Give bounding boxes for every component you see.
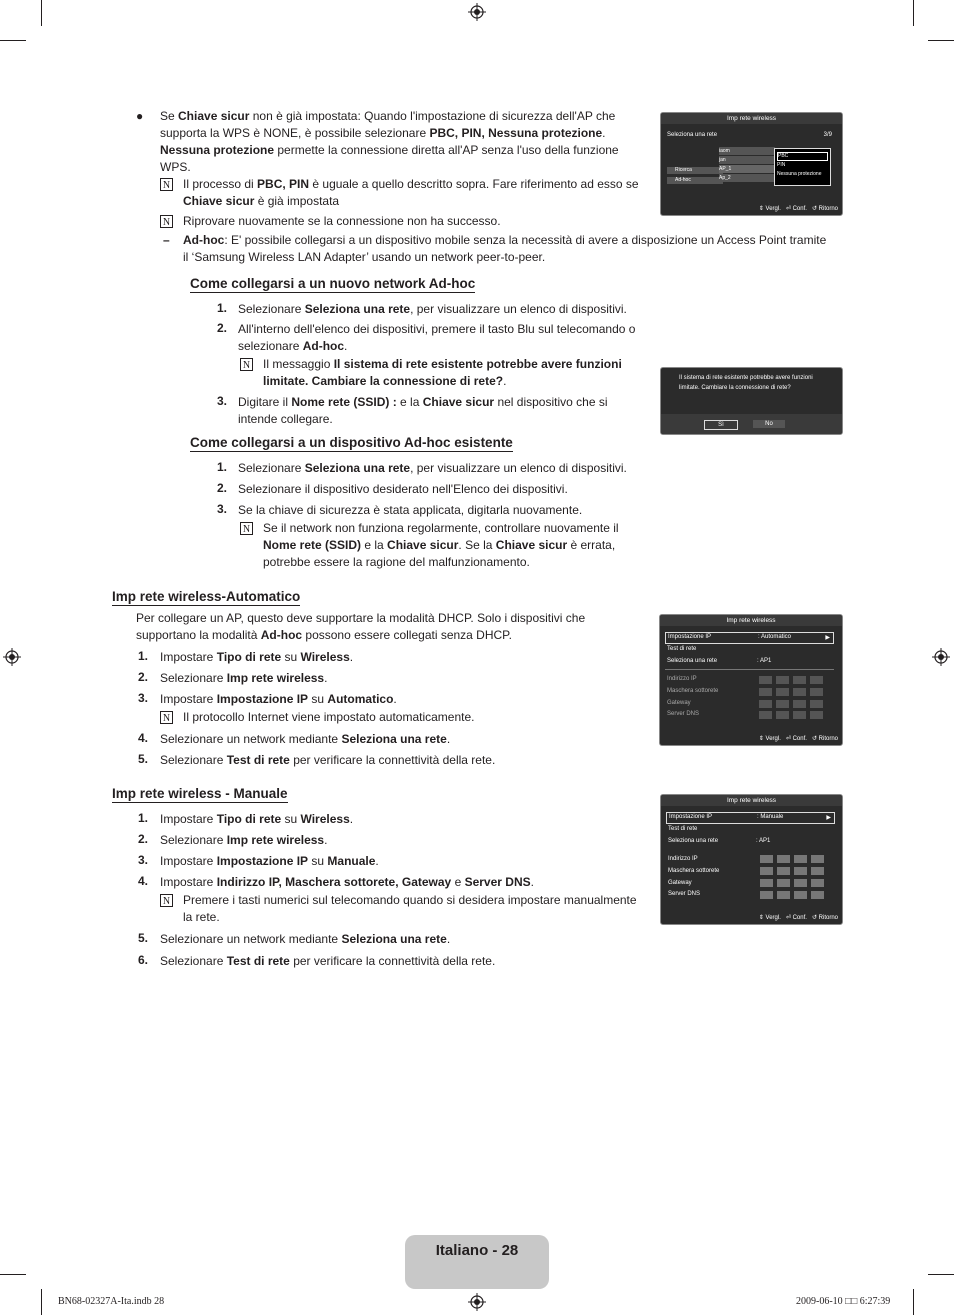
popup-option-pbc[interactable]: PBC <box>777 152 828 161</box>
no-button[interactable]: No <box>753 420 785 428</box>
select-network-value: : AP1 <box>756 838 771 844</box>
step-text: Digitare il Nome rete (SSID) : e la Chiave sicur nel dispositivo che si intende collegare. <box>238 395 608 426</box>
step-number: 4. <box>138 731 149 745</box>
screen-footer: ⇕ Vergl. ⏎ Conf. ↺ Ritorno <box>758 206 838 212</box>
network-item[interactable]: AP_1 <box>719 165 775 173</box>
bullet-paragraph: Se Chiave sicur non è già impostata: Quando l'impostazione di sicurezza dell'AP che supporta la WPS è NONE, è possibile selezionare PBC, PIN, Nessuna protezione. Nessuna protezione permette la connessione diretta all'AP senza l'uso della funzione WPS. <box>160 109 619 174</box>
svg-text:N: N <box>242 360 251 371</box>
section-heading: Imp rete wireless - Manuale <box>112 786 288 801</box>
step-text: Impostare Indirizzo IP, Maschera sottorete, Gateway e Server DNS. <box>160 875 534 889</box>
svg-text:N: N <box>242 524 251 535</box>
section-heading: Imp rete wireless-Automatico <box>112 589 301 604</box>
crop-mark <box>0 40 26 41</box>
screen-label: Seleziona una rete <box>667 132 718 138</box>
step-number: 5. <box>138 752 149 766</box>
select-network-row[interactable]: Seleziona una rete <box>668 838 719 844</box>
crop-mark <box>913 1289 914 1315</box>
security-popup <box>774 148 831 186</box>
tv-screen-message <box>660 367 843 435</box>
step-text: Selezionare Seleziona una rete, per visualizzare un elenco di dispositivi. <box>238 302 627 316</box>
section-heading: Come collegarsi a un dispositivo Ad-hoc esistente <box>190 435 513 450</box>
crop-mark <box>41 0 42 26</box>
step-text: Selezionare un network mediante Seleziona una rete. <box>160 932 451 946</box>
network-item[interactable]: iaom <box>719 147 775 155</box>
step-number: 1. <box>138 649 149 663</box>
registration-mark-icon <box>932 648 950 666</box>
svg-text:N: N <box>162 180 171 191</box>
screen-footer: ⇕ Vergl. ⏎ Conf. ↺ Ritorno <box>758 915 838 921</box>
step-number: 3. <box>217 502 228 516</box>
arrow-right-icon: ▶ <box>825 635 830 641</box>
screen-page: 3/9 <box>823 132 832 138</box>
note-icon <box>240 358 253 371</box>
dash-mark: – <box>163 233 170 247</box>
adhoc-paragraph: Ad-hoc: E' possibile collegarsi a un dispositivo mobile senza la necessità di avere a disposizione un Access Point tramite il ‘Samsung Wireless LAN Adapter’ usando un network peer-to-peer. <box>183 233 827 264</box>
step-text: Selezionare Test di rete per verificare la connettività della rete. <box>160 954 496 968</box>
note-text: Il processo di PBC, PIN è uguale a quello descritto sopra. Fare riferimento ad esso se Chiave sicur è già impostata <box>183 177 639 208</box>
arrow-right-icon: ▶ <box>826 815 831 821</box>
note-text: Riprovare nuovamente se la connessione non ha successo. <box>183 214 501 228</box>
ip-row-label: Indirizzo IP <box>668 856 698 862</box>
move-icon: ⇕ <box>758 736 764 742</box>
move-icon: ⇕ <box>758 206 764 212</box>
screen-title: Imp rete wireless <box>661 795 842 806</box>
popup-option-none[interactable]: Nessuna protezione <box>777 171 822 177</box>
step-text: Selezionare Test di rete per verificare la connettività della rete. <box>160 753 496 767</box>
network-item[interactable]: jan <box>719 156 775 164</box>
step-number: 2. <box>138 670 149 684</box>
ip-row-label: Indirizzo IP <box>667 676 697 682</box>
move-icon: ⇕ <box>758 915 764 921</box>
note-text: Se il network non funziona regolarmente, controllare nuovamente il Nome rete (SSID) e la Chiave sicur. Se la Chiave sicur è errata, potrebbe essere la ragione del malfunzionamento. <box>263 521 619 569</box>
registration-mark-icon <box>468 3 486 21</box>
note-icon <box>160 711 173 724</box>
svg-text:N: N <box>162 217 171 228</box>
screen-title: Imp rete wireless <box>661 113 842 124</box>
registration-mark-icon <box>3 648 21 666</box>
note-icon <box>160 178 173 191</box>
step-text: Selezionare un network mediante Seleziona una rete. <box>160 732 451 746</box>
ip-setting-row[interactable]: Impostazione IP : Manuale ▶ <box>666 812 835 824</box>
return-icon: ↺ <box>811 736 817 742</box>
note-text: Premere i tasti numerici sul telecomando quando si desidera impostare manualmente la rete. <box>183 893 637 924</box>
select-network-row[interactable]: Seleziona una rete <box>667 658 718 664</box>
side-button-search[interactable]: Ricerca <box>667 167 723 174</box>
svg-text:N: N <box>162 896 171 907</box>
side-button-adhoc[interactable]: Ad-hoc <box>667 177 723 184</box>
step-number: 3. <box>138 853 149 867</box>
bullet-dot: ● <box>136 109 144 123</box>
step-number: 2. <box>138 832 149 846</box>
note-icon <box>240 522 253 535</box>
section-heading: Come collegarsi a un nuovo network Ad-hoc <box>190 276 476 291</box>
ip-setting-row[interactable]: Impostazione IP : Automatico ▶ <box>665 632 834 644</box>
step-text: Se la chiave di sicurezza è stata applicata, digitarla nuovamente. <box>238 503 583 517</box>
screen-title: Imp rete wireless <box>660 615 842 626</box>
intro-paragraph: Per collegare un AP, questo deve supportare la modalità DHCP. Solo i dispositivi che supportano la modalità Ad-hoc possono essere collegati senza DHCP. <box>136 611 586 642</box>
step-number: 1. <box>217 301 228 315</box>
message-line: Il sistema di rete esistente potrebbe avere funzioni <box>679 375 813 381</box>
message-line: limitate. Cambiare la connessione di rete? <box>679 385 791 391</box>
tv-screen-auto <box>659 614 843 746</box>
screen-footer: ⇕ Vergl. ⏎ Conf. ↺ Ritorno <box>758 736 838 742</box>
step-text: Impostare Tipo di rete su Wireless. <box>160 650 354 664</box>
step-text: All'interno dell'elenco dei dispositivi, premere il tasto Blu sul telecomando o selezionare Ad-hoc. <box>238 322 636 353</box>
step-text: Selezionare il dispositivo desiderato nell'Elenco dei dispositivi. <box>238 482 568 496</box>
step-number: 1. <box>138 811 149 825</box>
ip-row-label: Server DNS <box>668 891 701 897</box>
yes-button[interactable]: Sì <box>704 420 738 430</box>
popup-option-pin[interactable]: PIN <box>777 162 786 168</box>
step-text: Selezionare Imp rete wireless. <box>160 671 328 685</box>
return-icon: ↺ <box>811 206 817 212</box>
tv-screen-select-network <box>660 112 843 216</box>
select-network-value: : AP1 <box>757 658 772 664</box>
ip-row-label: Server DNS <box>667 711 700 717</box>
ip-row-label: Maschera sottorete <box>667 688 719 694</box>
crop-mark <box>928 40 954 41</box>
svg-text:N: N <box>162 713 171 724</box>
print-date-info: 2009-06-10 □□ 6:27:39 <box>796 1296 891 1307</box>
step-number: 3. <box>217 394 228 408</box>
note-text: Il protocollo Internet viene impostato automaticamente. <box>183 710 475 724</box>
step-text: Impostare Impostazione IP su Automatico. <box>160 692 397 706</box>
note-icon <box>160 894 173 907</box>
note-text: Il messaggio Il sistema di rete esistente potrebbe avere funzioni limitate. Cambiare la connessione di rete?. <box>263 357 622 388</box>
crop-mark <box>0 1274 26 1275</box>
ip-row-label: Gateway <box>667 700 691 706</box>
ip-row-label: Gateway <box>668 880 692 886</box>
crop-mark <box>41 1289 42 1315</box>
step-number: 1. <box>217 460 228 474</box>
test-network-row[interactable]: Test di rete <box>668 826 698 832</box>
tv-screen-manual <box>660 794 843 925</box>
step-number: 6. <box>138 953 149 967</box>
crop-mark <box>913 0 914 26</box>
ip-row-label: Maschera sottorete <box>668 868 720 874</box>
step-text: Impostare Tipo di rete su Wireless. <box>160 812 354 826</box>
step-number: 2. <box>217 321 228 335</box>
step-number: 4. <box>138 874 149 888</box>
step-text: Selezionare Imp rete wireless. <box>160 833 328 847</box>
step-text: Impostare Impostazione IP su Manuale. <box>160 854 379 868</box>
step-number: 5. <box>138 931 149 945</box>
step-text: Selezionare Seleziona una rete, per visualizzare un elenco di dispositivi. <box>238 461 627 475</box>
step-number: 3. <box>138 691 149 705</box>
crop-mark <box>928 1274 954 1275</box>
test-network-row[interactable]: Test di rete <box>667 646 697 652</box>
step-number: 2. <box>217 481 228 495</box>
enter-icon: ⏎ <box>785 206 791 212</box>
page-number: Italiano - 28 <box>435 1242 519 1259</box>
enter-icon: ⏎ <box>785 915 791 921</box>
note-icon <box>160 215 173 228</box>
network-item[interactable]: Ap_2 <box>719 174 775 182</box>
registration-mark-icon <box>468 1293 486 1311</box>
print-file-info: BN68-02327A-Ita.indb 28 <box>58 1296 165 1307</box>
enter-icon: ⏎ <box>785 736 791 742</box>
return-icon: ↺ <box>811 915 817 921</box>
